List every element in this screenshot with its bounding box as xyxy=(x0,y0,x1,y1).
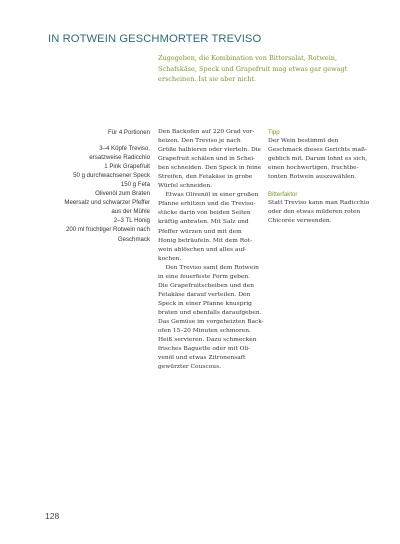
method-line: venöl und etwas Zitronensaft xyxy=(158,355,246,362)
method-line: wein ablöschen und alles auf- xyxy=(158,246,247,253)
method-line: Streifen, den Fetakäse in grobe xyxy=(158,174,253,181)
method-line: Den Treviso samt dem Rotwein xyxy=(158,264,259,271)
method-line: gewürzter Couscous. xyxy=(158,364,221,371)
method-line: frisches Baguette oder mit Oli- xyxy=(158,346,251,353)
ingredient-line: 150 g Feta xyxy=(120,180,150,188)
ingredient-list xyxy=(40,128,150,244)
method-text xyxy=(158,128,264,372)
intro-line: erscheinen. Ist sie aber nicht. xyxy=(158,75,257,84)
ingredient-line: 3–4 Köpfe Treviso, xyxy=(99,144,150,152)
tip-line: oder den etwas milderen roten xyxy=(268,209,361,216)
ingredient-line: 2–3 TL Honig xyxy=(113,217,150,225)
tip-line: Statt Treviso kann man Radicchio xyxy=(268,200,370,207)
tip-line: einen hochwertigen, fruchtbe- xyxy=(268,165,359,172)
tip-line: tonten Rotwein auszuwählen. xyxy=(268,174,357,181)
intro-line: Zugegeben, die Kombination von Bittersalat, Rotwein, xyxy=(158,54,338,62)
ingredient-line: 1 Pink Grapefruit xyxy=(104,162,150,170)
tip-line: Geschmack dieses Gerichts maß- xyxy=(268,147,367,154)
tips-column xyxy=(268,128,368,226)
ingredient-line: Meersalz und schwarzer Pfeffer xyxy=(64,199,150,207)
ingredient-line: Olivenöl zum Braten xyxy=(95,190,150,198)
tip-heading: Tipp xyxy=(268,129,280,136)
method-line: Heiß servieren. Dazu schmecken xyxy=(158,337,257,344)
method-line: in eine feuerfeste Form geben. xyxy=(158,273,251,280)
method-line: Würfel schneiden. xyxy=(158,183,213,190)
tip-spacer xyxy=(268,182,368,190)
method-line: Etwas Olivenöl in einer großen xyxy=(158,192,259,199)
ingredient-line: aus der Mühle xyxy=(111,208,150,216)
method-line: Die Grapefruitscheiben und den xyxy=(158,282,254,289)
method-line: ofen 15–20 Minuten schmoren. xyxy=(158,328,251,335)
recipe-intro xyxy=(158,53,358,85)
ingredient-line: 200 ml fruchtiger Rotwein nach xyxy=(65,226,150,234)
method-line: braten und ebenfalls daraufgeben. xyxy=(158,309,262,316)
tip-line: Der Wein bestimmt den xyxy=(268,138,339,145)
method-line: Fetakäse darauf verteilen. Den xyxy=(158,291,251,298)
method-line: Das Gemüse im vorgeheizten Back- xyxy=(158,318,264,325)
ingredient-line: 50 g durchwachsener Speck xyxy=(73,171,150,179)
method-line: Honig beträufeln. Mit dem Rot- xyxy=(158,237,253,244)
method-line: ben schneiden. Den Speck in feine xyxy=(158,165,262,172)
method-line: Grapefruit schälen und in Schei- xyxy=(158,156,256,163)
tip-line: Chicorée verwenden. xyxy=(268,218,332,225)
page-number: 128 xyxy=(45,511,60,521)
method-line: stücke darin von beiden Seiten xyxy=(158,210,251,217)
method-line: kräftig anbraten. Mit Salz und xyxy=(158,219,249,226)
bitterfaktor-heading: Bitterfaktor xyxy=(268,191,298,199)
ingredient-line: Geschmack xyxy=(117,235,150,243)
servings-label: Für 4 Portionen xyxy=(107,129,150,136)
method-line: heizen. Den Treviso je nach xyxy=(158,138,241,145)
method-line: Pfanne erhitzen und die Treviso- xyxy=(158,201,256,208)
ingredient-line: ersatzweise Radicchio xyxy=(89,153,150,161)
recipe-title: IN ROTWEIN GESCHMORTER TREVISO xyxy=(48,33,262,45)
method-line: Größe halbieren oder vierteln. Die xyxy=(158,147,262,154)
method-line: kochen. xyxy=(158,255,182,262)
method-line: Den Backofen auf 220 Grad vor- xyxy=(158,129,255,135)
method-line: Speck in einer Pfanne knusprig xyxy=(158,300,252,307)
intro-line: Schafskäse, Speck und Grapefruit mag etwas gar gewagt xyxy=(158,64,348,73)
tip-line: geblich mit. Darum lohnt es sich, xyxy=(268,156,368,163)
method-line: Pfeffer würzen und mit dem xyxy=(158,228,242,235)
